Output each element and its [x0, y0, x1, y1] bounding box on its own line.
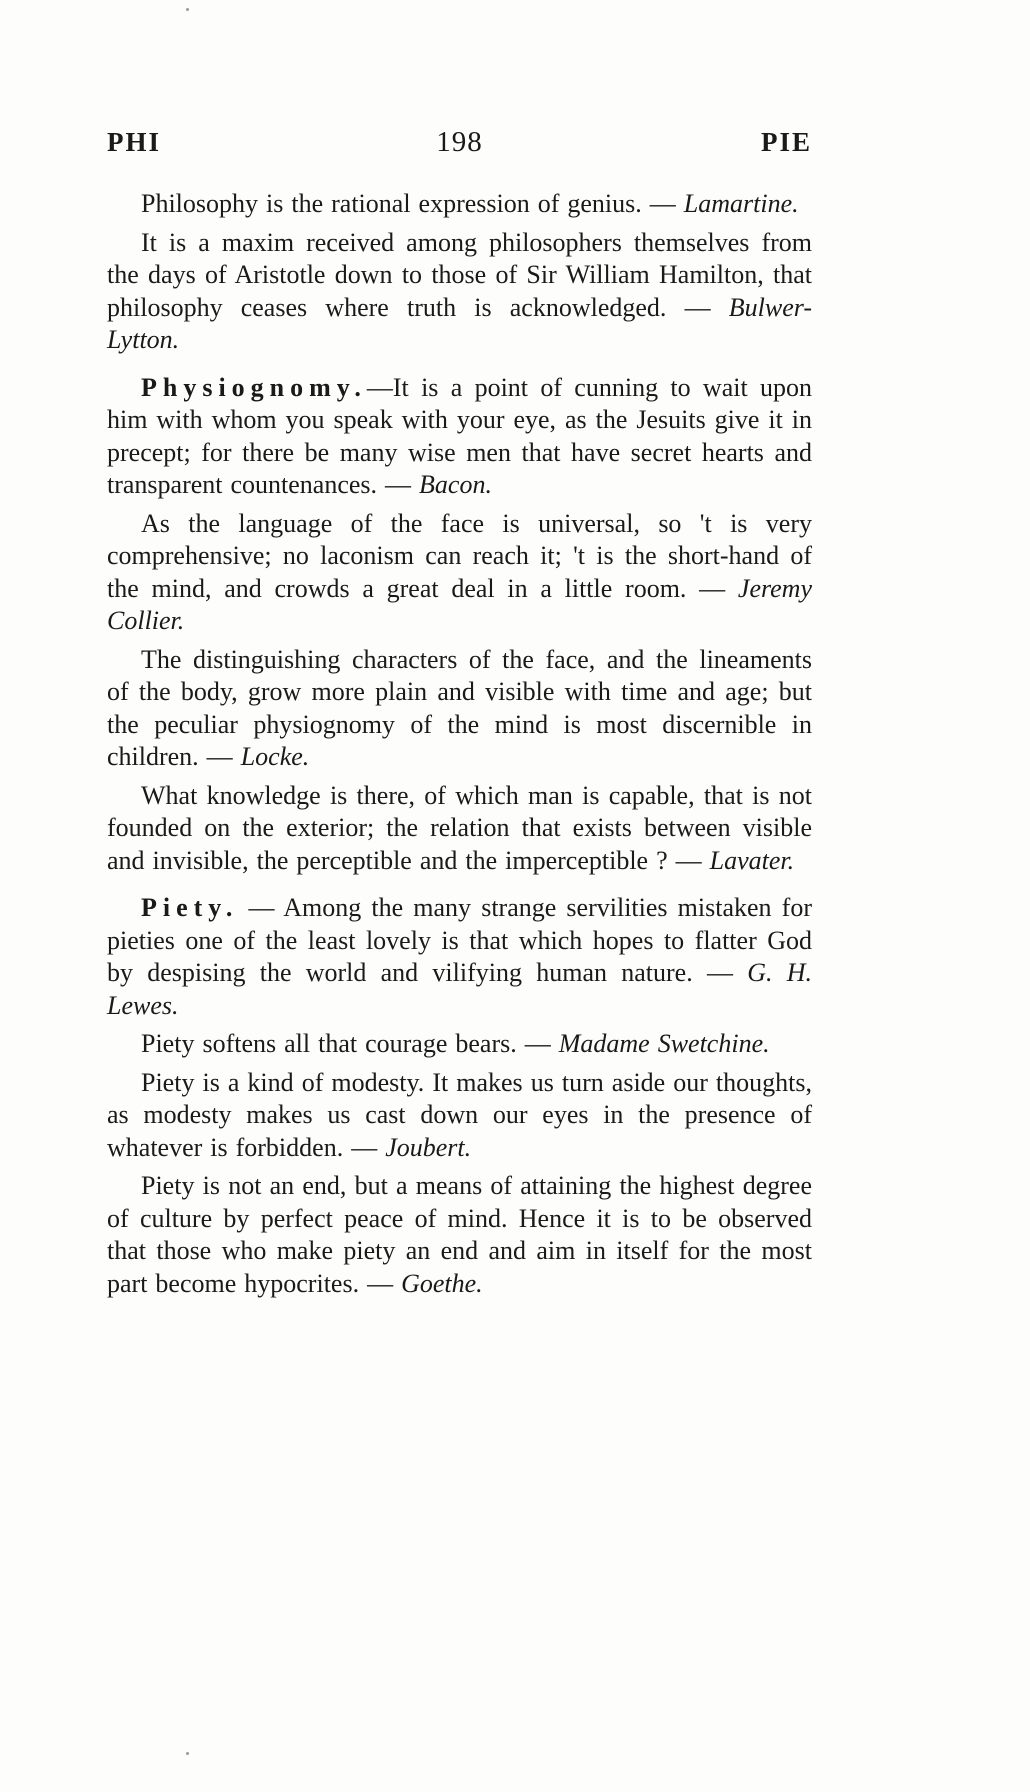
- entry-term: Piety.: [141, 893, 239, 922]
- quotation-paragraph: [107, 227, 812, 357]
- attribution: Goethe.: [401, 1268, 483, 1298]
- entry-paragraph: [107, 892, 812, 1022]
- quotation-text: What knowledge is there, of which man is capable, that is not founded on the exterior; the relation that exists between visible and invisible, the perceptible and the imperceptible ? —: [107, 780, 812, 875]
- attribution: Locke.: [240, 742, 310, 771]
- quotation-text: Philosophy is the rational expression of genius. —: [141, 189, 684, 218]
- quotation-paragraph: [107, 1170, 812, 1300]
- page-text-block: [107, 188, 812, 1300]
- quotation-text: Piety is a kind of modesty. It makes us turn aside our thoughts, as modesty makes us cast down our eyes in the presence of whatever is forbidden. —: [107, 1067, 812, 1162]
- attribution: Lavater.: [709, 845, 795, 875]
- quotation-paragraph: [107, 780, 812, 878]
- quotation-text: Piety is not an end, but a means of attaining the highest degree of culture by perfect peace of mind. Hence it is to be observed that those who make piety an end and aim in itself for the most part become hypocrites. —: [107, 1171, 812, 1298]
- quotation-text: As the language of the face is universal, so 't is very comprehensive; no laconism can reach it; 't is the short-hand of the mind, and crowds a great deal in a little room. —: [107, 508, 812, 603]
- page-number: 198: [436, 126, 483, 158]
- attribution: Lamartine.: [683, 189, 799, 218]
- quotation-text: It is a maxim received among philosophers themselves from the days of Aristotle down to those of Sir William Hamilton, that philosophy ceases where truth is acknowledged. —: [107, 227, 812, 322]
- attribution: Bacon.: [419, 470, 492, 499]
- scan-artifact-dot: [186, 8, 189, 11]
- header-guide-word-right: PIE: [760, 127, 812, 157]
- quotation-paragraph: [107, 644, 812, 774]
- quotation-text: — Among the many strange servilities mistaken for pieties one of the least lovely is that which hopes to flatter God by despising the world and vilifying human nature. —: [107, 893, 812, 987]
- quotation-paragraph: [107, 1067, 812, 1165]
- entry-term: Physiognomy.: [141, 372, 367, 402]
- page-header: [107, 126, 812, 158]
- attribution: Joubert.: [385, 1132, 472, 1162]
- quotation-paragraph: [107, 1028, 812, 1061]
- attribution: G. H. Lewes.: [107, 958, 812, 1020]
- quotation-text: The distinguishing characters of the face, and the lineaments of the body, grow more plain and visible with time and age; but the peculiar physiognomy of the mind is most discernible in children. —: [107, 644, 812, 771]
- attribution: Bulwer-Lytton.: [107, 292, 812, 354]
- quotation-paragraph: [107, 508, 812, 638]
- attribution: Jeremy Collier.: [107, 573, 812, 635]
- quotation-paragraph: [107, 188, 812, 221]
- quotation-text: —It is a point of cunning to wait upon him with whom you speak with your eye, as the Jesuits give it in precept; for there be many wise men that have secret hearts and transparent countenances. —: [107, 372, 812, 499]
- attribution: Madame Swetchine.: [558, 1029, 770, 1058]
- header-guide-word-left: PHI: [107, 127, 162, 157]
- scan-artifact-dot: [186, 1752, 189, 1755]
- quotation-text: Piety softens all that courage bears. —: [141, 1029, 559, 1058]
- entry-paragraph: [107, 372, 812, 502]
